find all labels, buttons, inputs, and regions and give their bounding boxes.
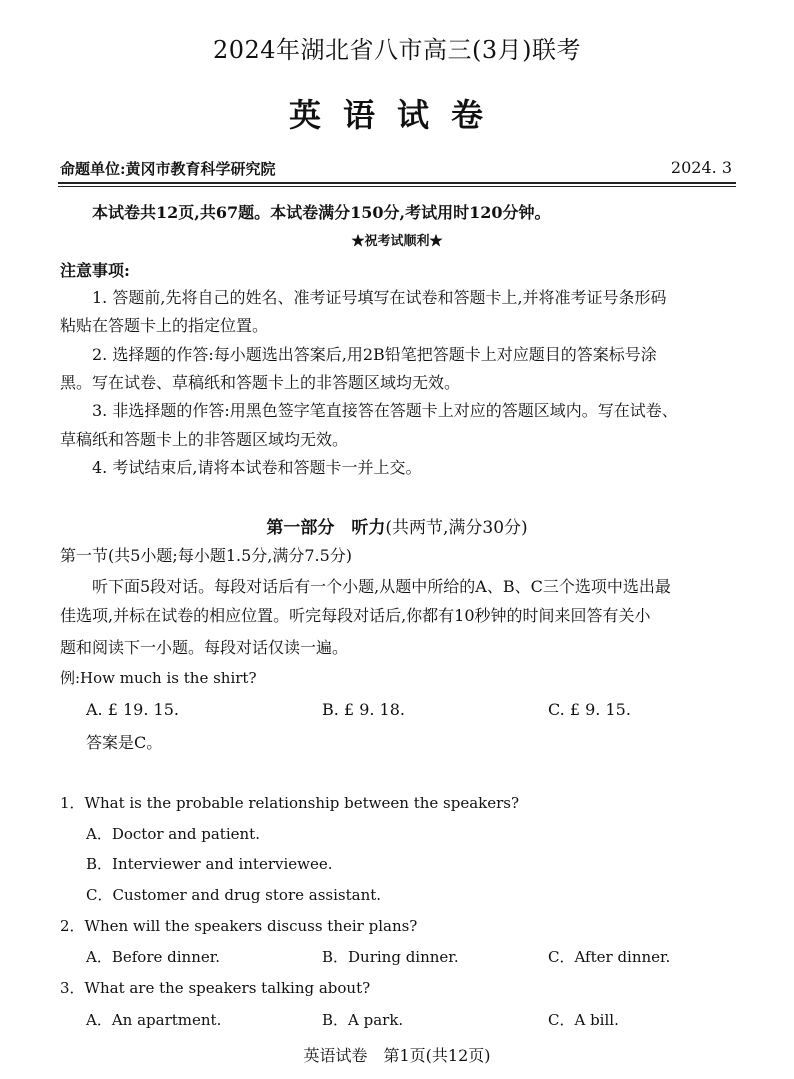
- exam-title: 2024年湖北省八市高三(3月)联考: [212, 36, 582, 64]
- example-option-c: C. £ 9. 15.: [548, 700, 631, 719]
- notice-line: 4. 考试结束后,请将本试卷和答题卡一并上交。: [92, 458, 422, 477]
- notice-line: 粘贴在答题卡上的指定位置。: [60, 316, 269, 335]
- question-1-stem: 1．What is the probable relationship between the speakers?: [60, 794, 520, 812]
- question-1-option-a: A．Doctor and patient.: [86, 825, 260, 843]
- exam-date: 2024. 3: [670, 158, 732, 177]
- notice-line: 草稿纸和答题卡上的非答题区域均无效。: [60, 430, 349, 449]
- example-option-a: A. £ 19. 15.: [86, 700, 179, 719]
- page-footer: 英语试卷 第1页(共12页): [303, 1046, 491, 1065]
- good-luck-banner: ★祝考试顺利★: [351, 234, 443, 249]
- question-1-option-c: C．Customer and drug store assistant.: [86, 886, 382, 904]
- part1-title-rest: (共两节,满分30分): [385, 518, 528, 538]
- notice-line: 2. 选择题的作答:每小题选出答案后,用2B铅笔把答题卡上对应题目的答案标号涂: [92, 345, 657, 364]
- example-answer: 答案是C。: [86, 733, 163, 752]
- section1-title: 第一节(共5小题;每小题1.5分,满分7.5分): [60, 546, 353, 565]
- author-org: 命题单位:黄冈市教育科学研究院: [60, 160, 276, 178]
- question-2-stem: 2．When will the speakers discuss their plans?: [60, 917, 418, 935]
- part1-title-bold: 第一部分 听力: [266, 518, 386, 538]
- example-question: 例:How much is the shirt?: [60, 669, 257, 687]
- part1-title: [0, 513, 794, 538]
- example-option-b: B. £ 9. 18.: [322, 700, 405, 719]
- notice-line: 3. 非选择题的作答:用黑色签字笔直接答在答题卡上对应的答题区域内。写在试卷、: [92, 401, 678, 420]
- instruction-line: 听下面5段对话。每段对话后有一个小题,从题中所给的A、B、C三个选项中选出最: [92, 577, 671, 596]
- subject-title: 英语试卷: [288, 96, 505, 134]
- question-1-option-b: B．Interviewer and interviewee.: [86, 855, 333, 873]
- exam-summary: 本试卷共12页,共67题。本试卷满分150分,考试用时120分钟。: [92, 203, 551, 222]
- question-2-option-c: C．After dinner.: [548, 948, 671, 966]
- notice-title: 注意事项:: [60, 261, 130, 280]
- instruction-line: 佳选项,并标在试卷的相应位置。听完每段对话后,你都有10秒钟的时间来回答有关小: [60, 606, 651, 625]
- notice-line: 1. 答题前,先将自己的姓名、准考证号填写在试卷和答题卡上,并将准考证号条形码: [92, 288, 667, 307]
- question-3-option-a: A．An apartment.: [86, 1011, 222, 1029]
- question-3-stem: 3．What are the speakers talking about?: [60, 979, 371, 997]
- question-3-option-c: C．A bill.: [548, 1011, 619, 1029]
- question-2-option-b: B．During dinner.: [322, 948, 459, 966]
- question-2-option-a: A．Before dinner.: [86, 948, 221, 966]
- instruction-line: 题和阅读下一小题。每段对话仅读一遍。: [60, 638, 349, 657]
- header-rule-thin: [58, 186, 736, 187]
- question-3-option-b: B．A park.: [322, 1011, 404, 1029]
- notice-line: 黑。写在试卷、草稿纸和答题卡上的非答题区域均无效。: [60, 373, 461, 392]
- header-rule-thick: [58, 182, 736, 184]
